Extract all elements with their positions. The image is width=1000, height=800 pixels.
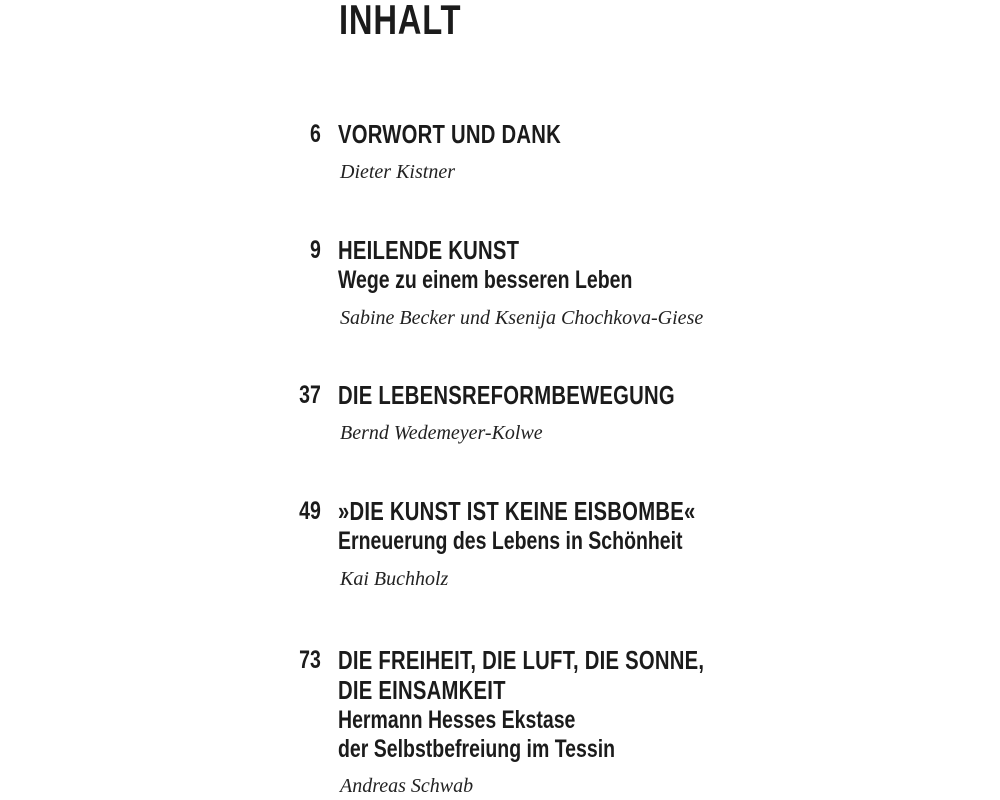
toc-entry-subtitle bbox=[338, 266, 715, 295]
toc-title-line: »DIE KUNST IST KEINE EISBOMBE« bbox=[338, 496, 696, 526]
toc-entry-author: Sabine Becker und Ksenija Chochkova-Giese bbox=[340, 307, 704, 329]
toc-entry-body bbox=[338, 119, 624, 184]
toc-entry-subtitle bbox=[338, 527, 796, 556]
toc-entry-title bbox=[338, 235, 715, 265]
toc-page-number: 73 bbox=[299, 646, 321, 674]
toc-entry-body bbox=[338, 496, 796, 591]
toc-page-number: 49 bbox=[299, 497, 321, 525]
toc-entry-author: Kai Buchholz bbox=[340, 568, 449, 590]
toc-entry-author: Dieter Kistner bbox=[340, 161, 455, 183]
toc-entry-title bbox=[338, 119, 624, 149]
toc-title-line: DIE EINSAMKEIT bbox=[338, 675, 506, 705]
toc-subtitle-line: der Selbstbefreiung im Tessin bbox=[338, 735, 616, 763]
toc-title-line: DIE FREIHEIT, DIE LUFT, DIE SONNE, bbox=[338, 645, 705, 675]
toc-page-number: 37 bbox=[299, 381, 321, 409]
toc-subtitle-line: Hermann Hesses Ekstase bbox=[338, 706, 576, 734]
toc-title-line: VORWORT UND DANK bbox=[338, 119, 562, 149]
toc-entry-body bbox=[338, 645, 808, 798]
toc-title-line: DIE LEBENSREFORMBEWEGUNG bbox=[338, 380, 675, 410]
toc-entry-title bbox=[338, 645, 808, 705]
toc-entry-title bbox=[338, 380, 770, 410]
toc-title-line: HEILENDE KUNST bbox=[338, 235, 520, 265]
toc-entry-author: Andreas Schwab bbox=[340, 775, 474, 797]
toc-page-number: 9 bbox=[310, 236, 321, 264]
toc-entry-subtitle bbox=[338, 706, 808, 764]
toc-subtitle-line: Erneuerung des Lebens in Schönheit bbox=[338, 527, 683, 555]
toc-entry-body bbox=[338, 235, 715, 330]
toc-page-number: 6 bbox=[310, 120, 321, 148]
page-title: INHALT bbox=[339, 0, 462, 43]
toc-entry-body bbox=[338, 380, 770, 445]
toc-subtitle-line: Wege zu einem besseren Leben bbox=[338, 266, 633, 294]
toc-entry-author: Bernd Wedemeyer-Kolwe bbox=[340, 422, 543, 444]
toc-entry-title bbox=[338, 496, 796, 526]
